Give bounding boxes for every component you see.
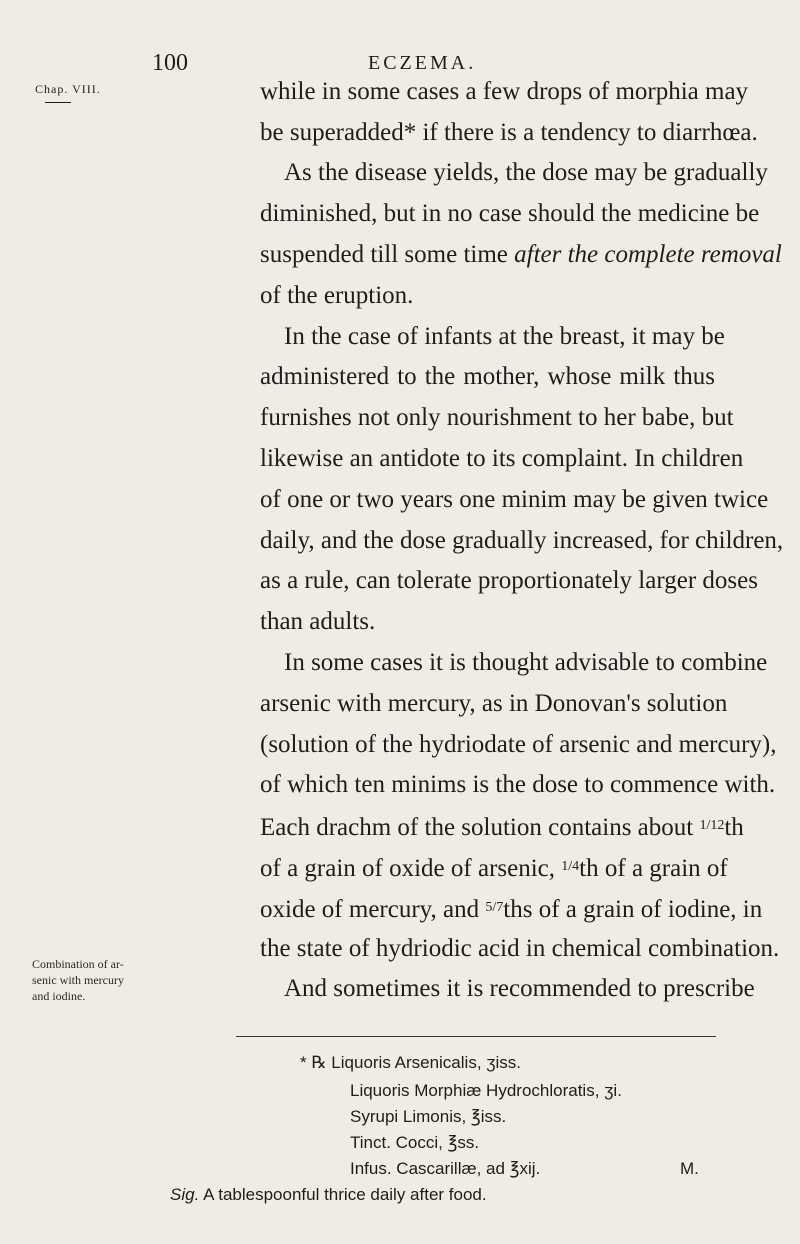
body-line-text: oxide of mercury, and <box>260 896 480 923</box>
body-line-text: of a grain of oxide of arsenic, <box>260 855 556 882</box>
body-line: As the disease yields, the dose may be gradually <box>284 159 768 186</box>
body-line: diminished, but in no case should the medicine be <box>260 200 760 227</box>
footnote-line: Liquoris Morphiæ Hydrochloratis, ʒi. <box>350 1081 622 1100</box>
fraction-value: 1/12 <box>699 818 725 833</box>
fraction-suffix: th <box>724 814 744 841</box>
margin-note-line: and iodine. <box>32 989 86 1003</box>
fraction-value: 5/7 <box>485 900 504 915</box>
body-line: while in some cases a few drops of morphia may <box>260 78 749 105</box>
footnote-line: M. <box>680 1159 699 1178</box>
body-line: of one or two years one minim may be given twice <box>260 486 769 513</box>
footnote-line: Syrupi Limonis, ℥iss. <box>350 1107 507 1126</box>
body-line: as a rule, can tolerate proportionately larger doses <box>260 567 758 594</box>
fraction-value: 1/4 <box>561 859 580 874</box>
body-line: of which ten minims is the dose to commence with. <box>260 771 776 798</box>
body-line: In the case of infants at the breast, it may be <box>284 323 725 350</box>
emphasis-text: after the complete removal <box>514 241 782 268</box>
footnote-directions: A tablespoonful thrice daily after food. <box>203 1185 487 1204</box>
body-line: the state of hydriodic acid in chemical combination. <box>260 935 780 962</box>
body-line-text: Each drachm of the solution contains about <box>260 814 694 841</box>
chapter-label-text: Chap. VIII. <box>35 82 101 96</box>
body-line <box>260 893 763 925</box>
body-line <box>260 811 744 843</box>
body-line: furnishes not only nourishment to her babe, but <box>260 404 734 431</box>
running-head: ECZEMA. <box>368 52 477 74</box>
body-line-text: suspended till some time <box>260 241 508 268</box>
footnote-line <box>170 1182 487 1207</box>
page-number: 100 <box>152 50 188 76</box>
body-line: be superadded* if there is a tendency to diarrhœa. <box>260 119 758 146</box>
margin-note-line: senic with mercury <box>32 973 124 987</box>
body-line-text: th of a grain of <box>579 855 728 882</box>
body-line: than adults. <box>260 608 376 635</box>
footnote-line: Infus. Cascarillæ, ad ℥xij. <box>350 1159 541 1178</box>
body-line: And sometimes it is recommended to prescribe <box>284 975 755 1002</box>
footnote-line: Tinct. Cocci, ℥ss. <box>350 1133 480 1152</box>
chapter-label <box>35 82 101 97</box>
body-line: likewise an antidote to its complaint. In children <box>260 445 744 472</box>
body-line: arsenic with mercury, as in Donovan's solution <box>260 690 728 717</box>
footnote-sig: Sig. <box>170 1185 200 1204</box>
body-line: In some cases it is thought advisable to combine <box>284 649 768 676</box>
body-line: administered to the mother, whose milk thus <box>260 363 715 390</box>
chapter-underline <box>45 102 71 103</box>
margin-note-line: Combination of ar- <box>32 957 124 971</box>
margin-note <box>32 956 124 1004</box>
body-line: of the eruption. <box>260 282 414 309</box>
body-line-text: ths of a grain of iodine, in <box>503 896 763 923</box>
body-line: daily, and the dose gradually increased, for children, <box>260 527 784 554</box>
body-line <box>260 852 728 884</box>
body-line: (solution of the hydriodate of arsenic and mercury), <box>260 731 777 758</box>
fraction <box>699 814 743 841</box>
footnote-line: * ℞ Liquoris Arsenicalis, ʒiss. <box>300 1053 522 1072</box>
footnote-rule <box>236 1036 716 1037</box>
body-line <box>260 240 782 270</box>
